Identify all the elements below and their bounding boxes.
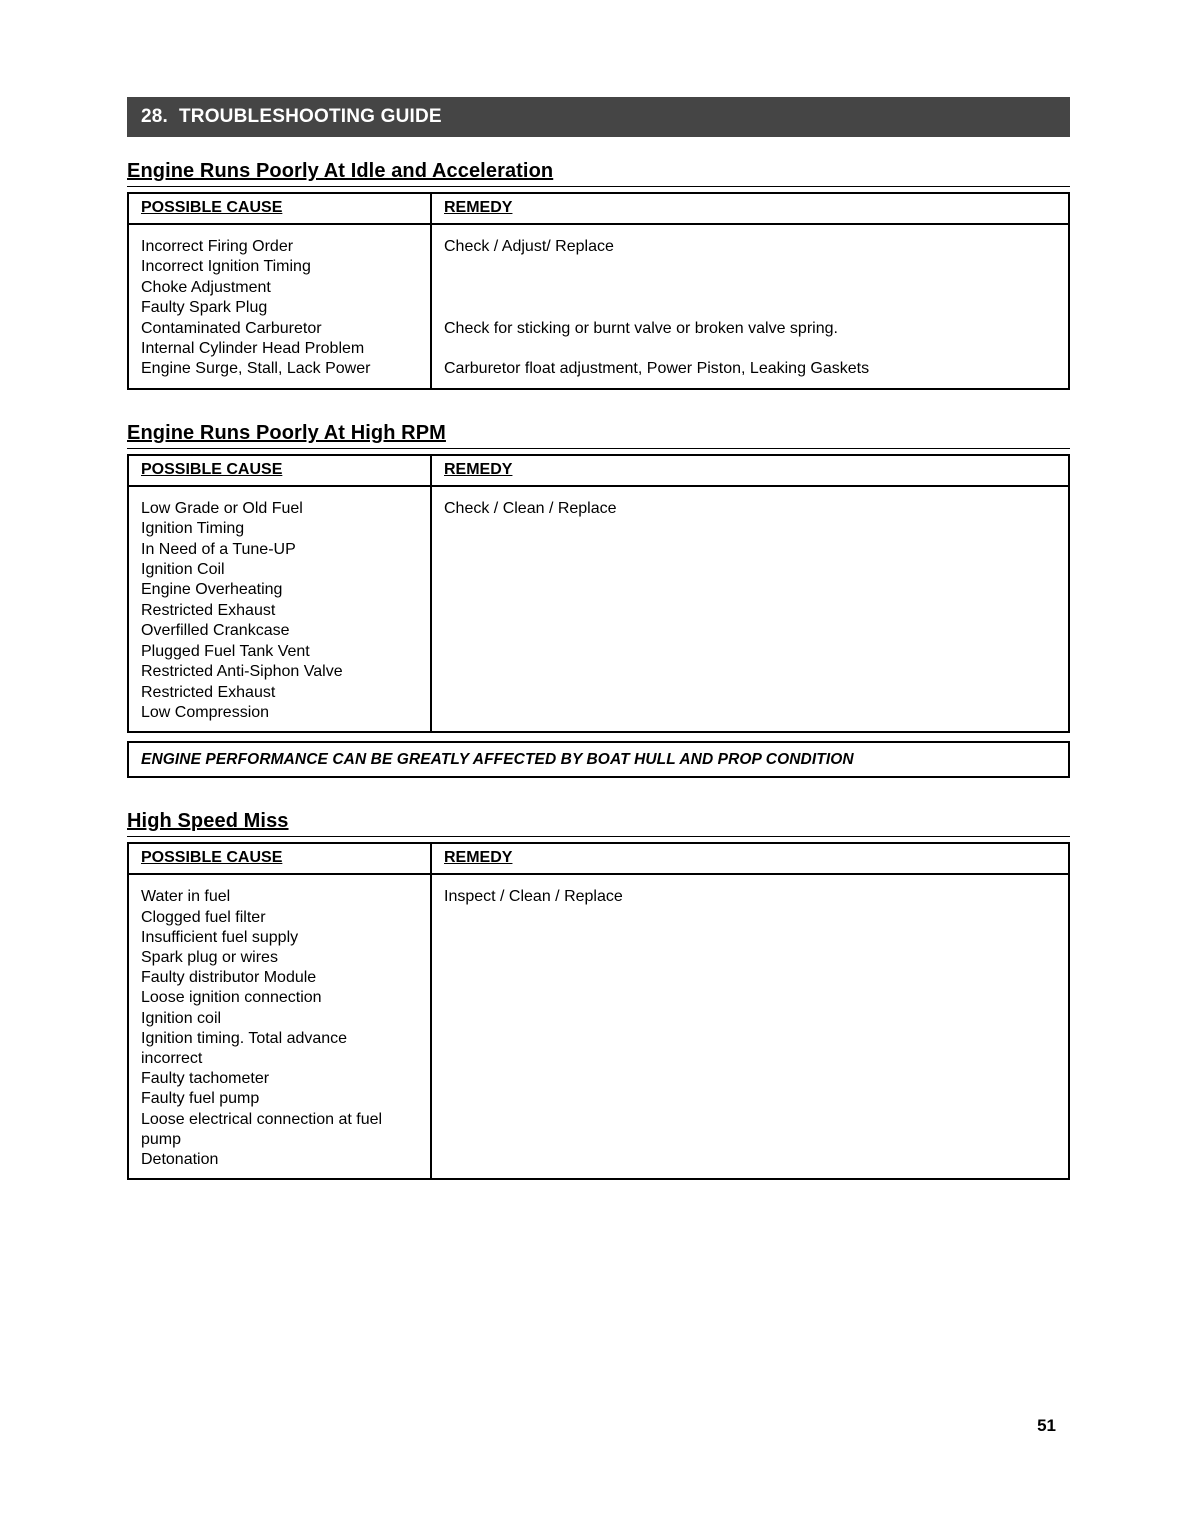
cause-cell	[129, 875, 432, 1178]
table-header-row	[129, 844, 1068, 875]
page-number: 51	[1037, 1416, 1056, 1435]
section-high-speed-miss	[127, 810, 1070, 1180]
troubleshooting-table-high-speed-miss	[127, 842, 1070, 1180]
remedy-line: Check / Adjust/ Replace	[444, 238, 614, 255]
performance-note-box	[127, 741, 1070, 778]
cause-line: Faulty fuel pump	[141, 1090, 260, 1108]
table-header-row	[129, 456, 1068, 487]
section-idle-and-acceleration	[127, 160, 1070, 390]
performance-note-text: ENGINE PERFORMANCE CAN BE GREATLY AFFECTED BY BOAT HULL AND PROP CONDITION	[141, 750, 854, 768]
cause-line: Ignition coil	[141, 1009, 222, 1027]
table-header-cell-remedy	[432, 194, 1068, 223]
column-header-possible-cause: POSSIBLE CAUSE	[141, 199, 283, 216]
remedy-line: Carburetor float adjustment, Power Piston, Leaking Gaskets	[444, 360, 870, 378]
chapter-header-title: 28. TROUBLESHOOTING GUIDE	[141, 106, 442, 127]
cause-line: Ignition Coil	[141, 561, 225, 579]
remedy-cell	[432, 487, 1068, 731]
cause-line: Low Compression	[141, 703, 270, 721]
table-header-cell-remedy	[432, 844, 1068, 873]
remedy-cell	[432, 225, 1068, 388]
cause-line: Loose electrical connection at fuel	[141, 1110, 383, 1128]
chapter-header-bar	[127, 97, 1070, 137]
cause-line: Engine Surge, Stall, Lack Power	[141, 360, 371, 378]
cause-line: Clogged fuel filter	[141, 908, 266, 926]
column-header-possible-cause: POSSIBLE CAUSE	[141, 849, 283, 867]
cause-line: Choke Adjustment	[141, 278, 271, 296]
table-header-cell-cause	[129, 844, 432, 873]
section-title: High Speed Miss	[127, 810, 289, 833]
cause-cell	[129, 487, 432, 731]
cause-line: Faulty distributor Module	[141, 969, 317, 987]
cause-line: Contaminated Carburetor	[141, 319, 322, 337]
cause-line: Detonation	[141, 1150, 219, 1168]
cause-line: Incorrect Firing Order	[141, 238, 294, 255]
column-header-remedy: REMEDY	[444, 849, 513, 867]
cause-line: Spark plug or wires	[141, 948, 278, 966]
cause-line: Engine Overheating	[141, 581, 283, 599]
remedy-line	[444, 339, 1056, 359]
section-title-row	[127, 160, 1070, 187]
cause-line: Incorrect Ignition Timing	[141, 258, 311, 276]
cause-line: Restricted Exhaust	[141, 683, 276, 701]
cause-line: In Need of a Tune-UP	[141, 540, 296, 558]
section-title-row	[127, 422, 1070, 449]
cause-line: Plugged Fuel Tank Vent	[141, 642, 310, 660]
cause-line: Faulty tachometer	[141, 1070, 270, 1088]
table-header-cell-remedy	[432, 456, 1068, 485]
column-header-remedy: REMEDY	[444, 460, 513, 478]
remedy-line: Check / Clean / Replace	[444, 499, 617, 517]
remedy-cell	[432, 875, 1068, 1178]
cause-line: Faulty Spark Plug	[141, 299, 268, 317]
column-header-remedy: REMEDY	[444, 199, 513, 216]
remedy-line	[444, 278, 1056, 298]
cause-line: Ignition Timing	[141, 520, 245, 538]
section-title: Engine Runs Poorly At High RPM	[127, 421, 446, 444]
remedy-line: Inspect / Clean / Replace	[444, 888, 623, 906]
cause-cell	[129, 225, 432, 388]
page-content	[127, 0, 1070, 1180]
remedy-line: Check for sticking or burnt valve or broken valve spring.	[444, 319, 838, 337]
cause-line: incorrect	[141, 1049, 203, 1067]
cause-line: Restricted Anti-Siphon Valve	[141, 663, 343, 681]
troubleshooting-table-idle	[127, 192, 1070, 390]
table-header-cell-cause	[129, 456, 432, 485]
section-title-row	[127, 810, 1070, 837]
remedy-line	[444, 257, 1056, 277]
table-body-row	[129, 875, 1068, 1178]
cause-line: Internal Cylinder Head Problem	[141, 340, 365, 358]
cause-line: Water in fuel	[141, 888, 231, 906]
cause-line: Loose ignition connection	[141, 989, 322, 1007]
remedy-line	[444, 298, 1056, 318]
section-title: Engine Runs Poorly At Idle and Acceleration	[127, 160, 554, 182]
table-header-row	[129, 194, 1068, 225]
cause-line: pump	[141, 1130, 182, 1148]
table-body-row	[129, 487, 1068, 731]
cause-line: Overfilled Crankcase	[141, 622, 290, 640]
troubleshooting-table-high-rpm	[127, 454, 1070, 733]
section-high-rpm	[127, 422, 1070, 778]
table-body-row	[129, 225, 1068, 388]
column-header-possible-cause: POSSIBLE CAUSE	[141, 460, 283, 478]
cause-line: Ignition timing. Total advance	[141, 1029, 348, 1047]
cause-line: Restricted Exhaust	[141, 601, 276, 619]
cause-line: Low Grade or Old Fuel	[141, 499, 303, 517]
table-header-cell-cause	[129, 194, 432, 223]
cause-line: Insufficient fuel supply	[141, 928, 299, 946]
